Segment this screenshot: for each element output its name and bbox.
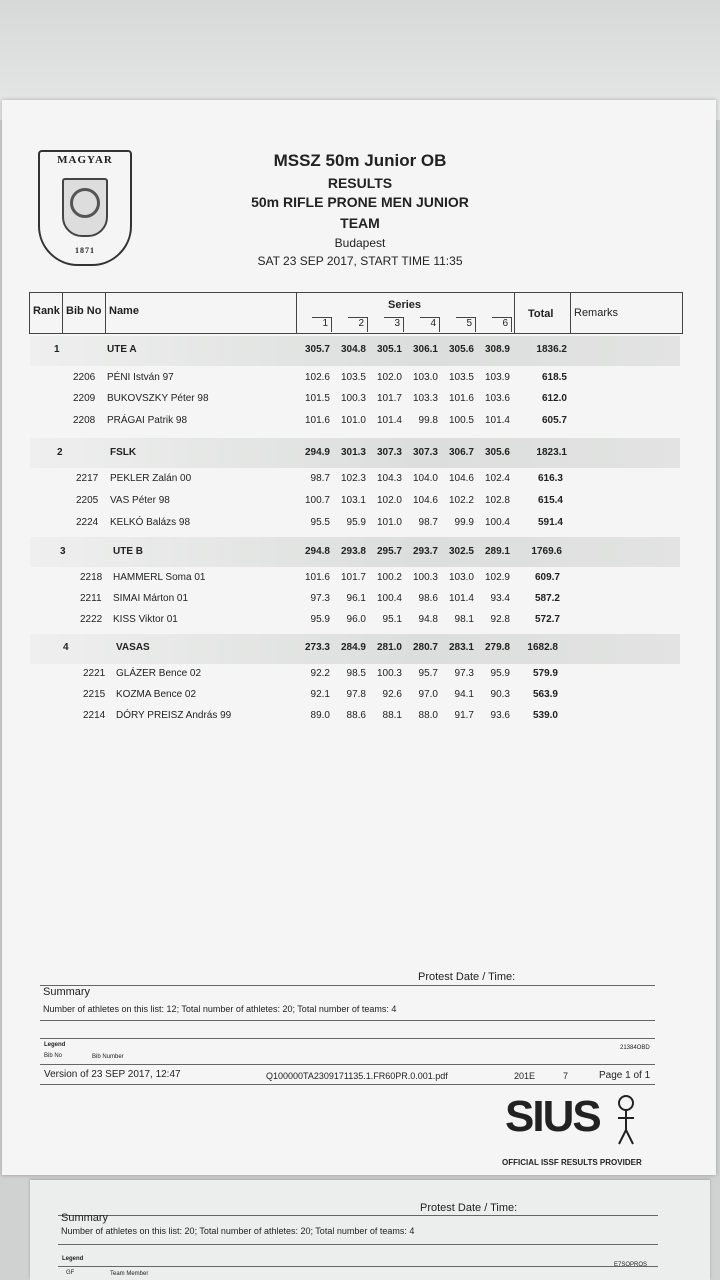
logo-year: 1871 bbox=[75, 246, 95, 255]
page-subtitle: RESULTS bbox=[327, 175, 393, 191]
col-bib: Bib No bbox=[66, 305, 102, 317]
athlete-row: 2217 PEKLER Zalán 00 98.7 102.3 104.3 104.0 104.6 102.4 616.3 bbox=[76, 473, 563, 484]
athlete-row: 2221 GLÁZER Bence 02 92.2 98.5 100.3 95.7 97.3 95.9 579.9 bbox=[83, 668, 558, 679]
athlete-row: 2211 SIMAI Márton 01 97.3 96.1 100.4 98.6 101.4 93.4 587.2 bbox=[80, 593, 560, 604]
event-city: Budapest bbox=[334, 236, 386, 250]
col-series-2: 2 bbox=[348, 317, 368, 332]
team-row: 2 FSLK 294.9 301.3 307.3 307.3 306.7 305.6 1823.1 bbox=[57, 447, 567, 458]
sius-logo: SIUS bbox=[505, 1092, 600, 1141]
athlete-row: 2224 KELKÓ Balázs 98 95.5 95.9 101.0 98.7 99.9 100.4 591.4 bbox=[76, 517, 563, 528]
table-header bbox=[29, 292, 683, 334]
summary-text: Number of athletes on this list: 12; Total number of athletes: 20; Total number of teams: 4 bbox=[43, 1004, 397, 1014]
doc-code-num: 7 bbox=[563, 1071, 569, 1081]
col-rank: Rank bbox=[33, 305, 60, 317]
legend-label: Legend bbox=[44, 1042, 66, 1048]
target-ring-icon bbox=[70, 188, 100, 218]
page-title: MSSZ 50m Junior OB bbox=[273, 151, 447, 170]
col-total: Total bbox=[528, 308, 554, 320]
athlete-row: 2209 BUKOVSZKY Péter 98 101.5 100.3 101.7 103.3 101.6 103.6 612.0 bbox=[73, 393, 567, 404]
second-legend-key: GF bbox=[66, 1270, 75, 1276]
doc-code: 201E bbox=[514, 1071, 536, 1081]
col-remarks: Remarks bbox=[574, 307, 619, 319]
athlete-row: 2222 KISS Viktor 01 95.9 96.0 95.1 94.8 98.1 92.8 572.7 bbox=[80, 614, 560, 625]
provider-text: OFFICIAL ISSF RESULTS PROVIDER bbox=[502, 1158, 642, 1167]
second-summary-text: Number of athletes on this list: 20; Total number of athletes: 20; Total number of teams: 4 bbox=[61, 1226, 415, 1236]
athlete-row: 2205 VAS Péter 98 100.7 103.1 102.0 104.6 102.2 102.8 615.4 bbox=[76, 495, 563, 506]
team-row: 3 UTE B 294.8 293.8 295.7 293.7 302.5 289.1 1769.6 bbox=[60, 546, 562, 557]
col-series-1: 1 bbox=[312, 317, 332, 332]
logo-top-text: MAGYAR bbox=[57, 154, 113, 166]
federation-logo bbox=[38, 150, 132, 266]
mascot-icon bbox=[612, 1094, 640, 1146]
event-type: TEAM bbox=[340, 215, 380, 231]
second-legend-value: Team Member bbox=[110, 1271, 149, 1277]
athlete-row: 2206 PÉNI István 97 102.6 103.5 102.0 103.0 103.5 103.9 618.5 bbox=[73, 372, 567, 383]
col-series: Series bbox=[388, 299, 422, 311]
summary-label: Summary bbox=[43, 986, 91, 998]
event-date: SAT 23 SEP 2017, START TIME 11:35 bbox=[257, 254, 463, 268]
team-row: 4 VASAS 273.3 284.9 281.0 280.7 283.1 279.8 1682.8 bbox=[63, 642, 558, 653]
second-summary-label: Summary bbox=[61, 1212, 109, 1224]
second-protest-label: Protest Date / Time: bbox=[420, 1202, 518, 1214]
event-name: 50m RIFLE PRONE MEN JUNIOR bbox=[251, 194, 469, 210]
team-row: 1 UTE A 305.7 304.8 305.1 306.1 305.6 308.9 1836.2 bbox=[54, 344, 567, 355]
legend-value: Bib Number bbox=[92, 1054, 124, 1060]
col-series-4: 4 bbox=[420, 317, 440, 332]
legend-key: Bib No bbox=[44, 1053, 63, 1059]
col-series-5: 5 bbox=[456, 317, 476, 332]
protest-label: Protest Date / Time: bbox=[418, 971, 516, 983]
version-text: Version of 23 SEP 2017, 12:47 bbox=[44, 1069, 181, 1080]
athlete-row: 2214 DÓRY PREISZ András 99 89.0 88.6 88.1 88.0 91.7 93.6 539.0 bbox=[83, 710, 558, 721]
col-name: Name bbox=[109, 305, 139, 317]
col-series-6: 6 bbox=[492, 317, 512, 332]
athlete-row: 2208 PRÁGAI Patrik 98 101.6 101.0 101.4 99.8 100.5 101.4 605.7 bbox=[73, 415, 567, 426]
second-legend-code: E7SOPROS bbox=[614, 1262, 648, 1268]
athlete-row: 2215 KOZMA Bence 02 92.1 97.8 92.6 97.0 94.1 90.3 563.9 bbox=[83, 689, 558, 700]
second-legend-label: Legend bbox=[62, 1256, 84, 1262]
athlete-row: 2218 HAMMERL Soma 01 101.6 101.7 100.2 100.3 103.0 102.9 609.7 bbox=[80, 572, 560, 583]
page-number: Page 1 of 1 bbox=[599, 1070, 651, 1081]
legend-code: 21384OBD bbox=[620, 1045, 650, 1051]
col-series-3: 3 bbox=[384, 317, 404, 332]
file-name: Q100000TA2309171135.1.FR60PR.0.001.pdf bbox=[266, 1071, 448, 1081]
